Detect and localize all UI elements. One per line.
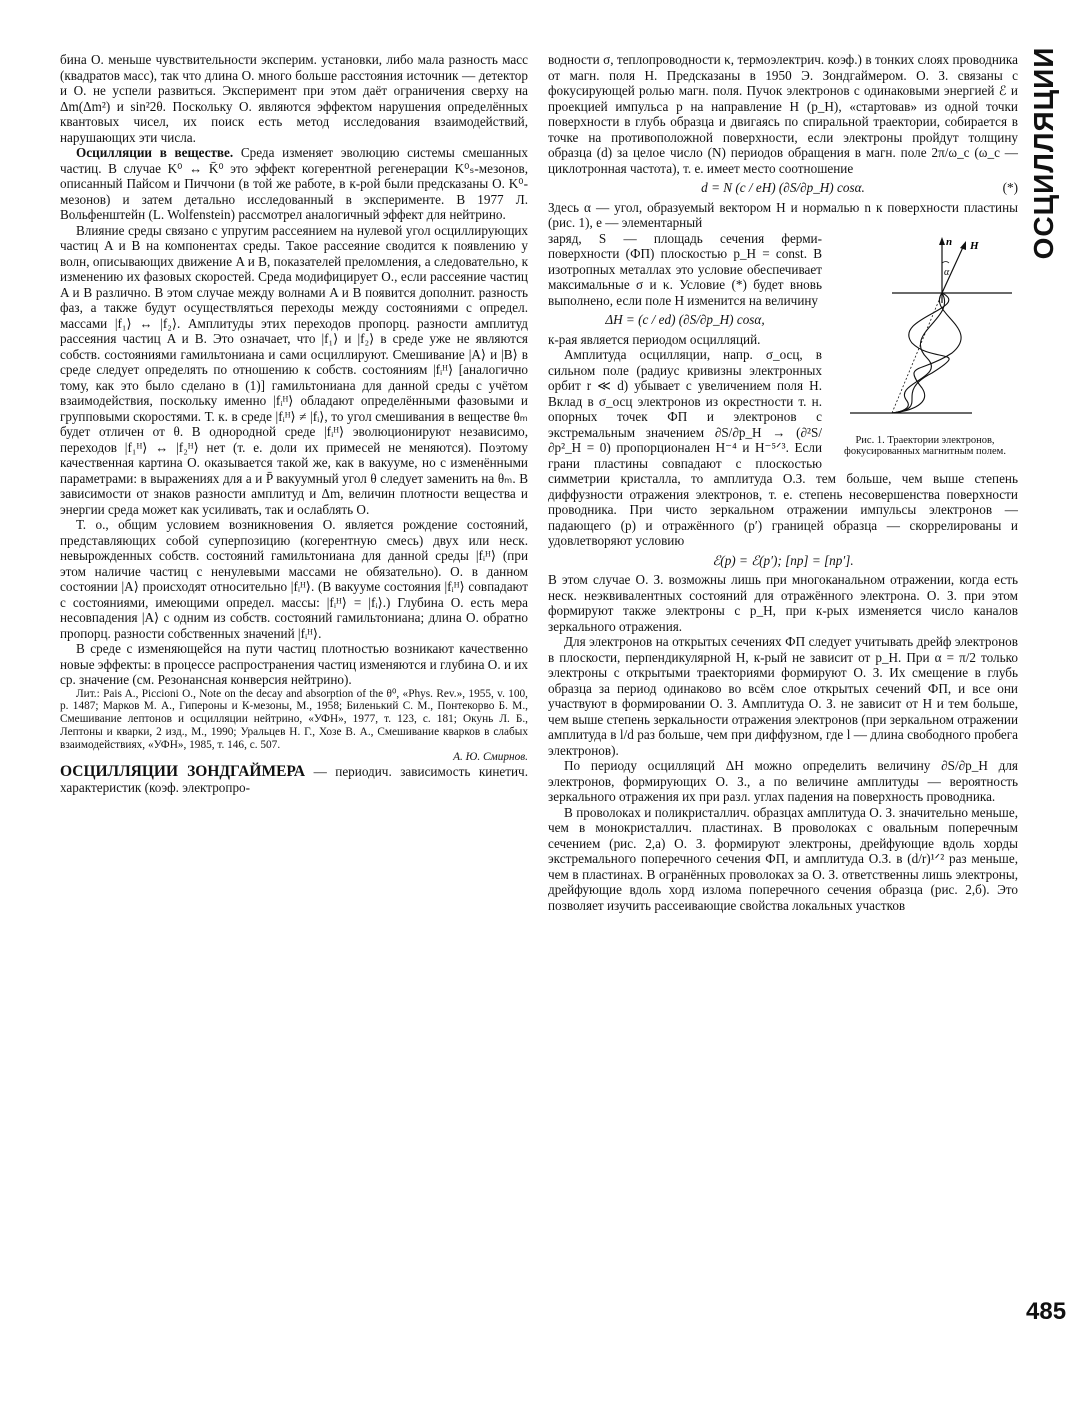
figure-1 — [832, 233, 1018, 458]
paragraph: Влияние среды связано с упругим рассеянием на нулевой угол осциллирующих частиц A и B на компонентах среды. Такое рассеяние сводится к появлению у волн, описывающих движение A и B, показателей преломления, а следовательно, к изменению их фазовых скоростей. Среда модифицирует О., если рассеяние частиц A и B различно. В этом случае между волнами A и B появится дополнит. разность фаз, а также будут осуществляться переходы между состояниями с определ. массами |f₁⟩ ↔ |f₂⟩. Амплитуды этих переходов пропорц. разности амплитуд рассеяния частиц A и B. Это означает, что |f₁⟩ и |f₂⟩ в среде уже не являются собств. состояниями гамильтониана и сами осциллируют. Смешивание |A⟩ и |B⟩ в среде следует определять по отношению к собств. состояниям |fᵢᴴ⟩ [аналогично тому, как это было сделано в (1)] гамильтониана для данной среды с учётом взаимодействия, поскольку именно |fᵢᴴ⟩ обладают определёнными фазовыми и групповыми скоростями. Т. к. в среде |fᵢᴴ⟩ ≠ |fᵢ⟩, то угол смешивания в веществе θₘ будет отличен от θ. В однородной среде |fᵢᴴ⟩ эволюционируют независимо, переходов |f₁ᴴ⟩ ↔ |f₂ᴴ⟩ нет (т. е. доли их примесей не меняются). Поэтому качественная картина О. оказывается такой же, как в вакууме, но с изменёнными параметрами: в выражениях для a и P̄ вакуумный угол θ следует заменить на θₘ. В зависимости от знаков разности амплитуд и Δm, величин плотности вещества и энергии среда может как усиливать, так и ослаблять О. — [60, 222, 528, 517]
paragraph: водности σ, теплопроводности κ, термоэлектрич. коэф.) в тонких слоях проводника от магн. поля H. Предсказаны в 1950 Э. Зондгаймером. О. З. связаны с фокусирующей ролью магн. поля. Пучок электронов с одинаковыми энергией ℰ и проекцией импульса p на направление H (p_H), «стартовав» из одной точки поверхности в глубь образца и двигаясь по спиральной траектории, собирается в точке на противоположной поверхности, если электроны пройдут толщину образца (d) за целое число (N) периодов обращения в магн. поле 2π/ω_c (ω_c — циклотронная частота), т. е. имеет место соотношение — [548, 52, 1018, 176]
right-column — [548, 52, 1018, 913]
running-head — [1024, 46, 1064, 260]
section-heading: Осцилляции в веществе. — [76, 145, 234, 160]
paragraph: Здесь α — угол, образуемый вектором H и нормалью n к поверхности пластины (рис. 1), e — элементарный — [548, 199, 1018, 230]
label-n: n — [946, 235, 953, 248]
paragraph: к-рая является периодом осцилляций. — [548, 331, 761, 347]
paragraph — [60, 145, 528, 223]
formula-deltaH — [548, 312, 1018, 328]
paragraph: Т. о., общим условием возникновения О. является рождение состояний, представляющих собой суперпозицию (когерентную смесь) двух или неск. невырожденных собств. состояний гамильтониана для данной среды |fᵢᴴ⟩ (при этом наличие частиц с ненулевыми массами не обязательно). О. в данном состоянии |A⟩ происходят относительно |fᵢᴴ⟩. (В вакууме состояния |fᵢᴴ⟩ совпадают с состояниями, имеющими определ. массы: |fᵢᴴ⟩ = |fᵢ⟩.) Глубина О. есть мера несовпадения |A⟩ с одним из собств. состояний гамильтониана; длина О. обратно пропорц. разности собственных значений |fᵢᴴ⟩. — [60, 517, 528, 641]
paragraph: В этом случае О. З. возможны лишь при многоканальном отражении, когда есть неск. неэквивалентных состояний для отражённого электрона. О. З. при этом формируют также электроны с p_H, при к-рых изменяется число каналов зеркального отражения. — [548, 572, 1018, 634]
paragraph: бина О. меньше чувствительности эксперим. установки, либо мала разность масс (квадратов масс), так что длина О. много больше расстояния источник — детектор и О. не успели развиться. Эксперимент при этом даёт ограничения сверху на Δm(Δm²) и sin²2θ. Поскольку О. являются эффектом нарушения определённых квантовых чисел, их поиск есть метод исследования взаимодействий, нарушающих эти числа. — [60, 52, 528, 145]
formula-text: ℰ(p) = ℰ(p′); [np] = [np′]. — [712, 552, 854, 568]
label-H: H — [970, 239, 979, 252]
formula-text: d = N (c / eH) (∂S/∂p_H) cosα. — [701, 180, 865, 195]
formula-d — [548, 180, 1018, 196]
formula-reflection — [548, 553, 1018, 569]
entry-text: — периодич. зависимость кинетич. характеристик (коэф. электропро- — [60, 764, 528, 795]
entry-headword: ОСЦИЛЛЯЦИИ ЗОНДГАЙМЕРА — [60, 763, 306, 781]
paragraph: В проволоках и поликристаллич. образцах амплитуда О. З. значительно меньше, чем в монокристаллич. пластинах. В проволоках с овальным поперечным сечением (рис. 2,а) О. З. формируют электроны, дрейфующие вдоль хорды экстремального поперечного сечения ФП, и амплитуда О.З. в (d/r)¹ᐟ² раз меньше, чем в пластинах. В огранённых проволоках за О. З. ответственны лишь электроны, дрейфующие вдоль хорд излома поперечного сечения образца (рис. 2,б). Это позволяет изучить рассеивающие свойства локальных участков — [548, 804, 1018, 913]
paragraph: По периоду осцилляций ΔH можно определить величину ∂S/∂p_H для электронов, формирующих О. З., а по величине амплитуды — вероятность зеркального отражения их при разл. углах падения на поверхность проводника. — [548, 758, 1018, 804]
formula-text: ΔH = (c / ed) (∂S/∂p_H) cosα, — [605, 312, 765, 327]
entry-start — [60, 764, 528, 795]
paragraph: Для электронов на открытых сечениях ФП следует учитывать дрейф электронов в плоскости, перпендикулярной H, к-рый не зависит от p_H. При α = π/2 только электроны с открытыми траекториями формируют О. З. Их смещение в глубь образца за период одинаково во всём слое открытых сечений ФП, и все они участвуют в формировании О. З. Амплитуда О. З. не зависит от H и тем больше, чем выше степень зеркальности отражения электронов (при зеркальном отражении амплитуда в l/d раз больше, чем при диффузном, где l — длина свободного пробега электронов). — [548, 634, 1018, 758]
literature-list: Лит.: Pais A., Piccioni O., Note on the decay and absorption of the θ⁰, «Phys. Rev.», 1955, v. 100, p. 1487; Марков М. А., Гипероны и К-мезоны, М., 1958; Биленький С. М., Понтекорво Б. М., Смешивание лептонов и осцилляции нейтрино, «УФН», 1977, т. 123, с. 181; Окунь Л. Б., Лептоны и кварки, 2 изд., М., 1990; Уральцев Н. Г., Хозе В. А., Смешивание кварков в слабых взаимодействиях, «УФН», 1985, т. 146, с. 507. — [60, 687, 528, 751]
trajectory-diagram — [832, 233, 1018, 433]
page-number: 485 — [1026, 1298, 1067, 1325]
running-head-text: ОСЦИЛЛЯЦИИ — [1028, 46, 1059, 260]
formula-number: (*) — [1002, 180, 1018, 195]
paragraph: В среде с изменяющейся на пути частиц плотностью возникают качественно новые эффекты: в процессе распространения частиц изменяются и глубина О. и их ср. значение (см. Резонансная конверсия нейтрино). — [60, 641, 528, 687]
paragraph: заряд, S — площадь сечения ферми-поверхности (ФП) плоскостью p_H = const. В изотропных металлах это условие обеспечивает максимальные σ и κ. Условие (*) будет вновь выполнено, если поле H изменится на величину — [548, 230, 822, 308]
paragraph: Амплитуда осцилляции, напр. σ_осц, в сильном поле (радиус кривизны электронных орбит r ≪ d) убывает с увеличением поля H. Вклад в σ_осц электронов из окрестности т. н. опорных точек ФП и электронов с экстремальным значением ∂S/∂p_H → (∂²S/∂p²_H = 0) пропорционален H⁻⁴ и H⁻⁵ᐟ³. Если грани пластины совпадают с плоскостью симметрии кристалла, то амплитуда О.З. тем больше, чем выше степень диффузности отражения электронов, т. е. степень несовершенства поверхности проводника. При чисто зеркальном отражении импульсы электронов — падающего (p) и отражённого (p′) границей образца — скоррелированы и удовлетворяют условию — [548, 347, 1018, 548]
left-column — [60, 52, 528, 795]
figure-caption: Рис. 1. Траектории электронов, фокусированных магнитным полем. — [844, 434, 1006, 457]
paragraph-text: Среда изменяет эволюцию системы смешанных частиц. В случае K⁰ ↔ K̄⁰ это эффект когерентной регенерации K⁰ₛ-мезонов, описанный Пайсом и Пиччони (в той же работе, в к-рой были предсказаны О. K⁰-мезонов) и затем детально исследованный в эксперименте. В 1977 Л. Вольфенштейн (L. Wolfenstein) рассмотрел аналогичный эффект для нейтрино. — [60, 145, 528, 222]
author-signature: А. Ю. Смирнов. — [453, 751, 528, 764]
label-alpha: α — [944, 266, 950, 278]
